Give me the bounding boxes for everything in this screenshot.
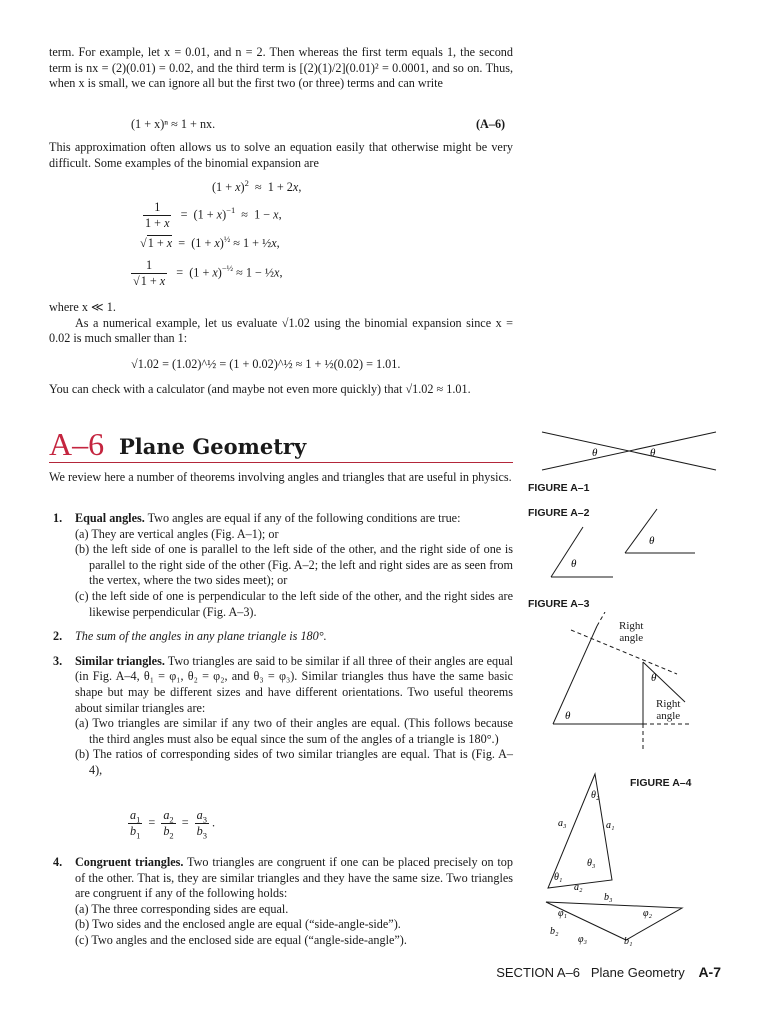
phi-3-label: φ₃	[578, 934, 588, 945]
right-text: Right	[656, 698, 681, 710]
sub-item-a: (a) They are vertical angles (Fig. A–1); or	[75, 526, 279, 541]
item-heading: Similar triangles.	[75, 653, 165, 668]
right-slant	[643, 662, 685, 702]
theta-3-label: θ₃	[587, 858, 596, 869]
theta-a2-1: θ	[571, 558, 577, 570]
figure-a1-diagram	[540, 428, 720, 478]
sub-item-b: (b) the left side of one is parallel to the left side of the other, and the right side of one is parallel to the right side of the other (Fig. A–2; the left and right sides are as seen from the vertex, where the two sides meet); or	[75, 542, 513, 588]
side-a3-label: a₃	[558, 818, 567, 829]
item-number: 3.	[53, 653, 63, 668]
item-number: 1.	[53, 511, 63, 525]
figure-a4-diagram	[540, 770, 690, 950]
binomial-eq-4: $\frac{1}{√1 + x}$ = $(1 + x)^{-\frac{1}{2}} \approx 1$ − ½x,	[133, 258, 283, 288]
phi-2-label: φ₂	[643, 908, 653, 919]
list-item-similar-triangles	[49, 654, 513, 779]
item-number: 2.	[53, 629, 63, 644]
binomial-eq-3: $√1 + x = (1 + x)^{\frac{1}{2}} \approx 1$ + ½x,	[140, 233, 280, 250]
right-angle-label-top	[619, 620, 643, 644]
page-footer	[496, 964, 721, 980]
equation-a6: (1 + x)ⁿ ≈ 1 + nx.	[131, 117, 216, 131]
sub-item-a: (a) The three corresponding sides are equal.	[75, 901, 289, 916]
theorem-list-continued	[49, 855, 513, 949]
item-number: 4.	[53, 855, 63, 869]
where-text: where x ≪ 1.	[49, 300, 116, 314]
phi-1-label: φ₁	[558, 908, 568, 919]
item-heading: Congruent triangles.	[75, 855, 184, 869]
theta-a3-1: θ	[565, 710, 571, 722]
binomial-eq-2: $\frac{1}{1 + x}$ = $(1 + x)^{-1} \approx 1 - x$,	[145, 200, 282, 230]
intro-text-2: This approximation often allows us to solve an equation easily that otherwise might be very difficult. Some examples of the binomial expansion are	[49, 140, 513, 170]
left-side-dashed	[597, 612, 605, 626]
figure-a1-label: FIGURE A–1	[528, 482, 590, 494]
sub-item-a: (a) Two triangles are similar if any two of their angles are equal. (This follows because the third angles must also be equal since the sum of the angles of a triangle is 180°.)	[75, 716, 513, 746]
footer-section: SECTION A–6	[496, 965, 581, 980]
sub-item-c: (c) the left side of one is perpendicular to the left side of the other, and the right sides are likewise perpendicular (Fig. A–3).	[75, 588, 513, 619]
figure-a4-label: FIGURE A–4	[630, 777, 692, 789]
page-number: A-7	[698, 964, 721, 980]
theta-2-label: θ₂	[591, 790, 600, 801]
theta-left: θ	[592, 447, 598, 459]
intro-paragraph-3	[49, 300, 513, 347]
theta-a3-2: θ	[651, 672, 657, 684]
angle1-side	[551, 527, 583, 577]
side-b3-label: b₃	[604, 892, 613, 903]
theorem-list	[49, 511, 513, 779]
section-intro-text: We review here a number of theorems involving angles and triangles that are useful in physics.	[49, 470, 512, 484]
intro-paragraph-1	[49, 45, 513, 92]
section-number: A–6	[49, 426, 105, 462]
left-side-solid	[553, 626, 597, 724]
equation-a6-label: (A–6)	[476, 117, 506, 131]
section-title: Plane Geometry	[119, 434, 307, 459]
angle-text: angle	[656, 710, 681, 722]
list-item-congruent-triangles	[49, 855, 513, 949]
intro-paragraph-4	[49, 382, 513, 398]
triangle-1	[548, 774, 615, 888]
list-item-angle-sum	[49, 629, 513, 645]
side-a2-label: a₂	[574, 882, 583, 893]
item-text: Two triangles are congruent if one can be placed precisely on top of the other. That is, they are similar triangles and they have the same size. Two triangles are congruent if any of the following holds:	[75, 855, 513, 901]
theta-a2-2: θ	[649, 535, 655, 547]
item-text: The sum of the angles in any plane triangle is 180°.	[75, 629, 327, 644]
right-angle-label-bottom	[656, 698, 680, 722]
item-heading: Equal angles.	[75, 511, 145, 525]
side-b2-label: b₂	[550, 926, 559, 937]
theta-right: θ	[650, 447, 656, 459]
theta-1-label: θ₁	[554, 872, 563, 883]
item-text: Two angles are equal if any of the following conditions are true:	[147, 511, 461, 525]
item-text: Two triangles are said to be similar if all three of their angles are equal (in Fig. A–4, θ₁ = φ₁, θ₂ = φ₂, and θ₃ = φ₃). Similar triangles thus have the same basic shape but may be different sizes and have different orientations. Two useful theorems about similar triangles are:	[75, 653, 513, 715]
figure-a3-label: FIGURE A–3	[528, 598, 590, 610]
section-intro	[49, 470, 513, 486]
binomial-eq-1: $(1 + x)^2 \approx 1 + 2x$,	[212, 177, 302, 194]
figure-a2-label: FIGURE A–2	[528, 507, 590, 519]
intro-text-4: You can check with a calculator (and maybe not even more quickly) that √1.02 ≈ 1.01.	[49, 382, 471, 396]
sub-item-b: (b) The ratios of corresponding sides of two similar triangles are equal. That is (Fig. A–4),	[75, 747, 513, 777]
angle-text: angle	[619, 632, 644, 644]
sub-item-c: (c) Two angles and the enclosed side are equal (“angle-side-angle”).	[75, 932, 407, 947]
intro-text-1: term. For example, let x = 0.01, and n = 2. Then whereas the first term equals 1, the second term is nx = (2)(0.01) = 0.02, and the third term is [(2)(1)/2](0.01)² = 0.0001, and so on. Thus, when x is small, we can ignore all but the first two (or three) terms and can write	[49, 45, 513, 91]
ratio-equation: $\frac{a_1}{b_1}$ = $\frac{a_2}{b_2}$ = $\frac{a_3}{b_3}$ .	[130, 808, 216, 841]
side-a1-label: a₁	[606, 820, 615, 831]
right-text: Right	[619, 620, 644, 632]
figure-a2-diagram	[545, 505, 705, 585]
intro-paragraph-2	[49, 140, 513, 171]
sub-item-b: (b) Two sides and the enclosed angle are equal (“side-angle-side”).	[75, 917, 401, 932]
intro-text-3: As a numerical example, let us evaluate √1.02 using the binomial expansion since x = 0.02 is much smaller than 1:	[49, 315, 513, 346]
numerical-equation: √1.02 = (1.02)^½ = (1 + 0.02)^½ ≈ 1 + ½(0.02) = 1.01.	[131, 357, 401, 371]
list-item-equal-angles	[49, 511, 513, 620]
section-heading	[49, 428, 513, 463]
footer-title: Plane Geometry	[590, 965, 685, 980]
side-b1-label: b₁	[624, 936, 633, 947]
